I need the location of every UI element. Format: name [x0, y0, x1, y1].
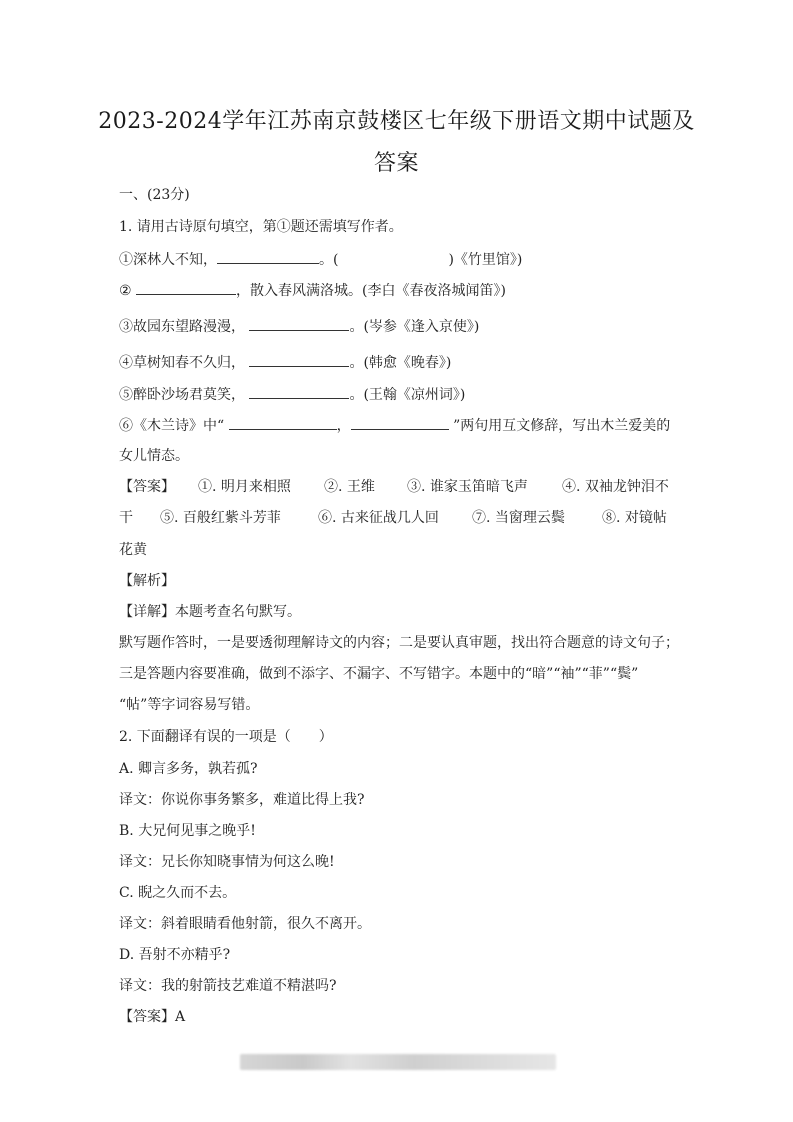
q2-option-c-translation: 译文：斜着眼睛看他射箭，很久不离开。	[119, 916, 371, 932]
q1-item3-source: 。(岑参《逢入京使》)	[349, 319, 480, 335]
q2-option-b-translation: 译文：兄长你知晓事情为何这么晚!	[119, 854, 335, 870]
answer-item: 干	[119, 510, 133, 526]
q1-item6-tail: ”两句用互文修辞，写出木兰爱美的	[453, 418, 671, 434]
answer-item: 花黄	[119, 542, 147, 558]
q2-stem: 2. 下面翻译有误的一项是（ ）	[119, 729, 333, 745]
q2-answer: 【答案】A	[119, 1009, 186, 1025]
q1-item1-mid: 。(	[319, 252, 339, 268]
document-title-line1: 2023-2024学年江苏南京鼓楼区七年级下册语文期中试题及	[98, 109, 695, 134]
q1-item4	[119, 353, 451, 372]
q1-item6-cont: 女儿情态。	[119, 448, 189, 464]
q2-option-b: B. 大兄何见事之晚乎!	[119, 823, 256, 839]
fill-blank[interactable]	[249, 317, 349, 331]
answer-item: ⑦. 当窗理云鬓	[472, 510, 565, 526]
q1-item1-source: )《竹里馆》)	[448, 252, 523, 268]
explain-text: 三是答题内容要准确，做到不添字、不漏字、不写错字。本题中的“暗”“袖”“菲”“鬓”	[119, 666, 639, 682]
q2-option-a-translation: 译文：你说你事务繁多，难道比得上我?	[119, 792, 365, 808]
answer-item: ①. 明月来相照	[198, 479, 291, 495]
explain-text: “帖”等字词容易写错。	[119, 697, 260, 713]
q1-item5	[119, 385, 465, 404]
q1-item6-comma: ，	[336, 418, 351, 434]
document-title-line2: 答案	[373, 151, 419, 176]
q2-option-c: C. 睨之久而不去。	[119, 885, 237, 901]
answer-item: ②. 王维	[324, 479, 375, 495]
detail-text: 【详解】本题考查名句默写。	[119, 604, 301, 620]
analysis-label: 【解析】	[119, 573, 175, 589]
q1-item2-text: ，散入春风满洛城。(李白《春夜洛城闻笛》)	[236, 283, 506, 299]
q1-item2-num: ②	[119, 283, 132, 299]
explain-text: 默写题作答时，一是要透彻理解诗文的内容；二是要认真审题，找出符合题意的诗文句子；	[119, 635, 679, 651]
fill-blank[interactable]	[136, 281, 236, 295]
q1-item1-text: ①深林人不知，	[119, 252, 217, 268]
q1-item6	[119, 416, 670, 435]
fill-blank[interactable]	[249, 385, 349, 399]
q2-option-d-translation: 译文：我的射箭技艺难道不精湛吗?	[119, 978, 337, 994]
answer-item: ③. 谁家玉笛暗飞声	[407, 479, 528, 495]
q2-option-a: A. 卿言多务，孰若孤?	[119, 761, 258, 777]
q1-item4-source: 。(韩愈《晚春》)	[349, 355, 452, 371]
fill-blank[interactable]	[249, 353, 349, 367]
q1-item6-text: ⑥《木兰诗》中“	[119, 418, 225, 434]
answer-item: ⑤. 百般红紫斗芳菲	[160, 510, 281, 526]
q1-item2	[119, 281, 506, 300]
q1-item1	[119, 250, 522, 269]
answer-item: ④. 双袖龙钟泪不	[562, 479, 669, 495]
fill-blank[interactable]	[351, 416, 449, 430]
fill-blank[interactable]	[217, 250, 319, 264]
q1-item4-text: ④草树知春不久归，	[119, 355, 245, 371]
q1-stem: 1. 请用古诗原句填空，第①题还需填写作者。	[119, 219, 403, 235]
section-heading: 一、(23分)	[119, 187, 190, 203]
answer-item: ⑥. 古来征战几人回	[318, 510, 439, 526]
blurred-footer-watermark	[240, 1054, 556, 1070]
q1-item3-text: ③故园东望路漫漫，	[119, 319, 245, 335]
q1-item5-source: 。(王翰《凉州词》)	[349, 387, 466, 403]
fill-blank[interactable]	[229, 416, 337, 430]
q1-item3	[119, 317, 479, 336]
q2-option-d: D. 吾射不亦精乎?	[119, 947, 231, 963]
answer-label: 【答案】	[119, 479, 175, 495]
answer-item: ⑧. 对镜帖	[602, 510, 667, 526]
q1-item5-text: ⑤醉卧沙场君莫笑，	[119, 387, 245, 403]
